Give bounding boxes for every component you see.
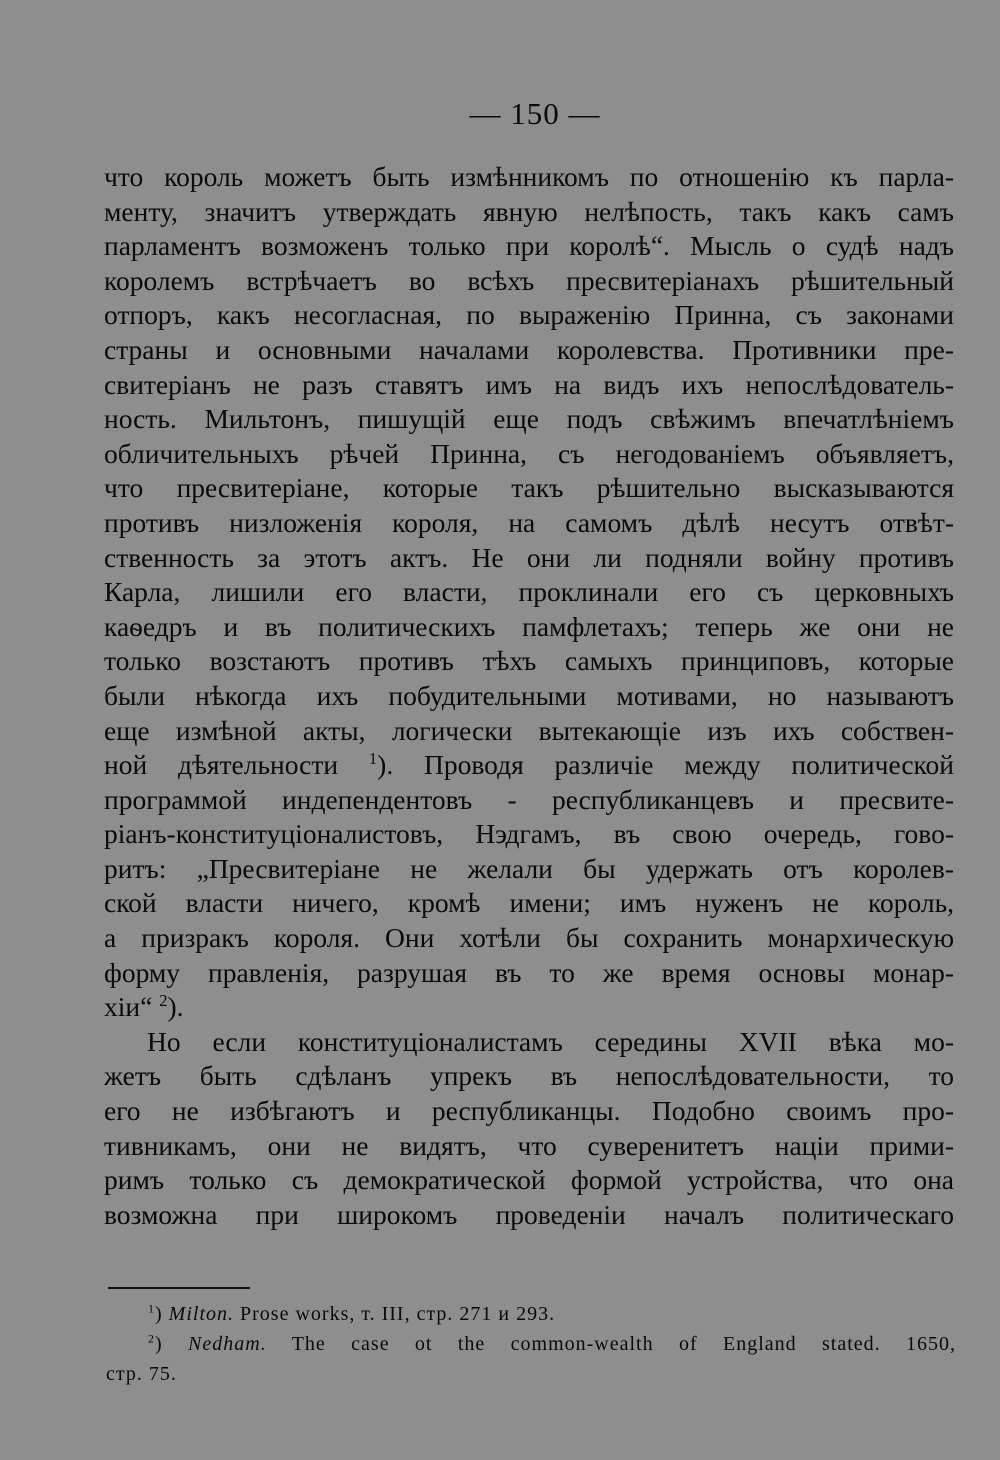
text-line: обличительныхъ рѣчей Принна, съ негодованіемъ объявляетъ,: [104, 437, 954, 469]
footnote-ref-2: 2: [159, 991, 168, 1011]
text-line: римъ только съ демократической формой устройства, что она: [104, 1164, 954, 1196]
footnote-divider: [108, 1287, 250, 1289]
text-line: каѳедръ и въ политическихъ памфлетахъ; теперь же они не: [104, 610, 954, 642]
footnote-text: Prose works, т. III, стр. 271 и 293.: [234, 1303, 556, 1325]
text-line: ріанъ-конституціоналистовъ, Нэдгамъ, въ свою очередь, гово-: [104, 818, 954, 850]
text-line: его не избѣгаютъ и республиканцы. Подобно своимъ про-: [104, 1095, 954, 1127]
text-fragment: ).: [167, 991, 184, 1023]
text-fragment: ной дѣятельности: [104, 749, 339, 781]
page-number: — 150 —: [469, 96, 601, 131]
text-fragment: ). Проводя различіе между политической: [377, 749, 954, 781]
text-line: отпоръ, какъ несогласная, по выраженію Принна, съ законами: [104, 299, 954, 331]
footnotes: [106, 1299, 956, 1389]
footnote-author: Milton.: [168, 1303, 235, 1325]
paragraph-first-line: Но если конституціоналистамъ середины XVII вѣка мо-: [147, 1025, 954, 1057]
footnote-ref-1: 1: [368, 748, 378, 768]
text-line: страны и основными началами королевства. Противники пре-: [104, 333, 954, 365]
text-line: только возстаютъ противъ тѣхъ самыхъ принциповъ, которые: [104, 645, 954, 677]
footnote-text: The case ot the common-wealth of England stated. 1650,: [266, 1333, 956, 1355]
text-line: форму правленія, разрушая въ то же время основы монар-: [104, 956, 954, 988]
text-line: ность. Мильтонъ, пишущій еще подъ свѣжимъ впечатлѣніемъ: [104, 403, 954, 435]
footnote-author: Nedham.: [188, 1333, 267, 1355]
text-line: что король можетъ быть измѣнникомъ по отношенію къ парла-: [104, 161, 954, 192]
text-line: ритъ: „Пресвитеріане не желали бы удержать отъ королев-: [104, 852, 954, 884]
text-line: жетъ быть сдѣланъ упрекъ въ непослѣдовательности, то: [104, 1060, 954, 1092]
text-line: парламентъ возможенъ только при королѣ“. Мысль о судѣ надъ: [104, 230, 954, 262]
text-fragment: хіи“: [104, 991, 153, 1023]
footnote-2: $^2$) Nedham. The case ot the common-wealth of England stated. 1650,: [148, 1331, 956, 1355]
text-line: а призракъ короля. Они хотѣли бы сохранить монархическую: [104, 922, 954, 954]
footnote-marker: 1: [148, 1301, 155, 1316]
main-text: [104, 160, 954, 1232]
text-line: еще измѣной акты, логически вытекающіе изъ ихъ собствен-: [104, 714, 954, 746]
text-line: что пресвитеріане, которые такъ рѣшительно высказываются: [104, 472, 954, 504]
text-line: менту, значитъ утверждать явную нелѣпость, такъ какъ самъ: [104, 195, 954, 227]
text-line-with-footnote-ref: [104, 748, 954, 783]
text-line: тивникамъ, они не видятъ, что суверенитетъ націи прими-: [104, 1129, 954, 1161]
text-line: противъ низложенія короля, на самомъ дѣлѣ несутъ отвѣт-: [104, 506, 954, 538]
text-line: возможна при широкомъ проведеніи началъ политическаго: [104, 1198, 954, 1230]
text-line: свитеріанъ не разъ ставятъ имъ на видъ ихъ непослѣдователь-: [104, 368, 954, 400]
text-line: ственность за этотъ актъ. Не они ли подняли войну противъ: [104, 541, 954, 573]
text-line: Карла, лишили его власти, проклинали его съ церковныхъ: [104, 576, 954, 608]
text-line: программой индепендентовъ - республиканцевъ и пресвите-: [104, 783, 954, 815]
text-line: ской власти ничего, кромѣ имени; имъ нуженъ не король,: [104, 887, 954, 919]
footnote-marker: 2: [148, 1331, 155, 1346]
text-line: были нѣкогда ихъ побудительными мотивами, но называютъ: [104, 679, 954, 711]
text-line: королемъ встрѣчаетъ во всѣхъ пресвитеріанахъ рѣшительный: [104, 264, 954, 296]
footnote-1: $^1$) Milton. Prose works, т. III, стр. 271 и 293.: [148, 1301, 556, 1325]
text-line-with-footnote-ref: [104, 990, 954, 1025]
footnote-2-continued: стр. 75.: [106, 1363, 177, 1385]
